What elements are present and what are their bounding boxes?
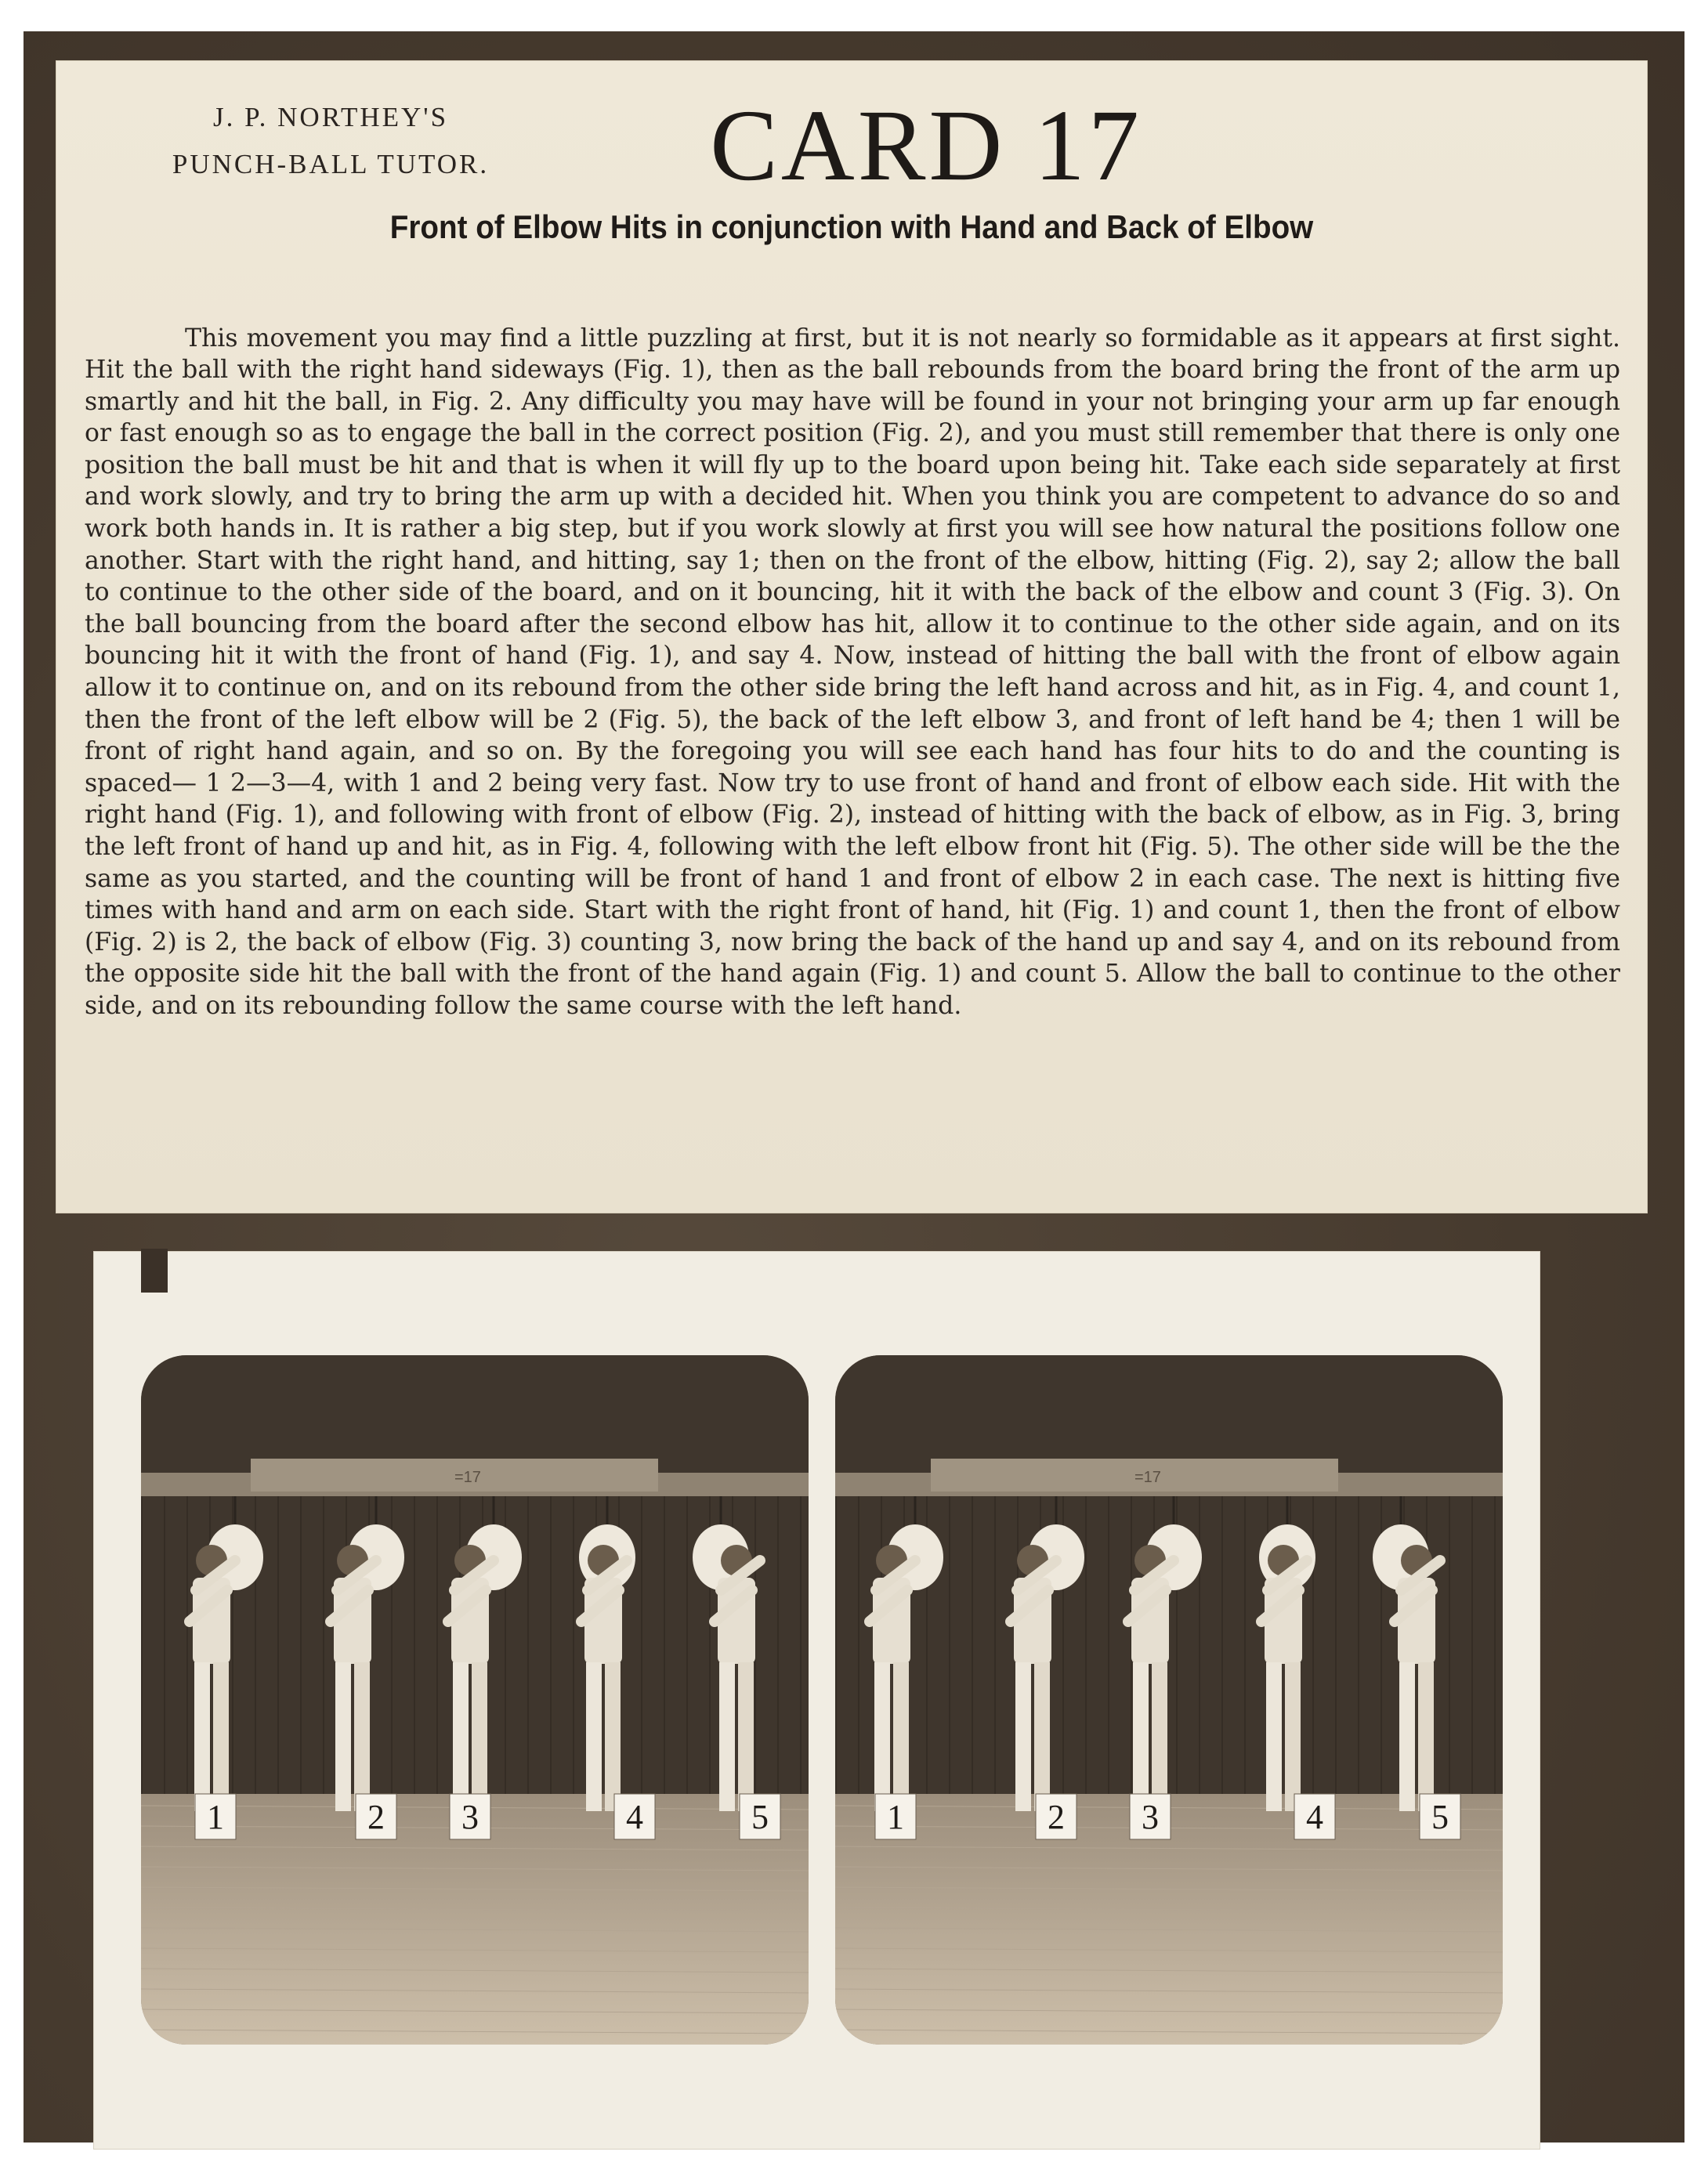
athlete-leg — [738, 1662, 754, 1811]
athlete-leg — [1266, 1662, 1282, 1811]
curtain-fold — [949, 1473, 950, 1794]
figure-number: 1 — [207, 1798, 224, 1836]
curtain-fold — [255, 1473, 256, 1794]
publisher-name: J. P. NORTHEY'S — [212, 102, 449, 132]
figure-number: 4 — [1306, 1798, 1323, 1836]
curtain-fold — [686, 1473, 688, 1794]
curtain-fold — [709, 1473, 711, 1794]
curtain-fold — [277, 1473, 279, 1794]
curtain-fold — [232, 1473, 233, 1794]
curtain-fold — [1176, 1473, 1178, 1794]
athlete-leg — [874, 1662, 890, 1811]
athlete-leg — [335, 1662, 351, 1811]
curtain-fold — [414, 1473, 415, 1794]
curtain-fold — [1449, 1473, 1450, 1794]
stereo-photo-right — [835, 1355, 1503, 2045]
card-title: CARD 17 — [710, 89, 1142, 202]
curtain-fold — [550, 1473, 552, 1794]
curtain-fold — [141, 1473, 143, 1794]
athlete-leg — [213, 1662, 229, 1811]
curtain-fold — [664, 1473, 665, 1794]
instruction-text: This movement you may find a little puzzling at first, but it is not nearly so formidable as it appears at first sight. Hit the ball with the right hand sideways (Fig. 1), then as the ball rebounds from the board bring the front of the arm up smartly and hit the ball, in Fig. 2. Any difficulty you may have will be found in your not bringing your arm up far enough or fast enough so as to engage the ball in the correct position (Fig. 2), and you must still remember that there is only one position the ball must be hit and that is when it will fly up to the board upon being hit. Take each side separately at first and work slowly, and try to bring the arm up with a decided hit. When you think you are competent to advance do so and work both hands in. It is rather a big step, but if you work slowly at first you will see how natural the positions follow one another. Start with the right hand, and hitting, say 1; then on the front of the elbow, hitting (Fig. 2), say 2; allow the ball to continue to the other side of the board, and on it bouncing, hit it with the back of the elbow and count 3 (Fig. 3). On the ball bouncing from the board after the second elbow has hit, allow it to continue to the other side again, and on its bouncing hit it with the front of hand (Fig. 1), and say 4. Now, instead of hitting the ball with the front of elbow again allow it to continue on, and on its rebound from the other side bring the left hand across and hit, as in Fig. 4, and count 1, then the front of the left elbow will be 2 (Fig. 5), the back of the left elbow 3, and front of left hand be 4; then 1 will be front of right hand again, and so on. By the foregoing you will see each hand has four hits to do and the counting is spaced— 1 2—3—4, with 1 and 2 being very fast. Now try to use front of hand and front of elbow each side. Hit with the right hand (Fig. 1), and following with front of elbow (Fig. 2), instead of hitting with the back of elbow, as in Fig. 3, bring the left front of hand up and hit, as in Fig. 4, following with the left elbow front hit (Fig. 5). The other side will be the the same as you started, and the counting will be front of hand 1 and front of elbow 2 in each case. The next is hitting five times with hand and arm on each side. Start with the right front of hand, hit (Fig. 1) and count 1, then the front of elbow (Fig. 2) is 2, the back of elbow (Fig. 3) counting 3, now bring the back of the hand up and say 4, and on its rebound from the opposite side hit the ball with the front of the hand again (Fig. 1) and count 5. Allow the ball to continue to the other side, and on its rebounding follow the same course with the left hand. — [85, 324, 1620, 1020]
athlete-leg — [719, 1662, 735, 1811]
athlete-leg — [1152, 1662, 1167, 1811]
figure-number: 2 — [1048, 1798, 1065, 1836]
stereo-photo-mount — [94, 1252, 1540, 2149]
athlete-leg — [1399, 1662, 1415, 1811]
figure-number: 4 — [626, 1798, 643, 1836]
athlete-leg — [354, 1662, 370, 1811]
curtain-fold — [800, 1473, 802, 1794]
platform-label: =17 — [1134, 1469, 1161, 1486]
instruction-card — [56, 61, 1647, 1213]
curtain-fold — [1494, 1473, 1496, 1794]
curtain-fold — [186, 1473, 188, 1794]
curtain-fold — [573, 1473, 574, 1794]
curtain-fold — [926, 1473, 928, 1794]
curtain-fold — [1108, 1473, 1109, 1794]
figure-number: 3 — [1142, 1798, 1159, 1836]
athlete-leg — [893, 1662, 909, 1811]
curtain-fold — [164, 1473, 165, 1794]
card-subtitle: Front of Elbow Hits in conjunction with Hand and Back of Elbow — [389, 208, 1314, 245]
curtain-fold — [1062, 1473, 1064, 1794]
mount-corner-tab — [141, 1249, 168, 1293]
athlete-leg — [453, 1662, 469, 1811]
athlete-leg — [1418, 1662, 1434, 1811]
curtain-fold — [1199, 1473, 1200, 1794]
figure-number: 5 — [751, 1798, 769, 1836]
figure-number: 3 — [461, 1798, 479, 1836]
figure-number: 2 — [367, 1798, 385, 1836]
curtain-fold — [505, 1473, 506, 1794]
curtain-fold — [436, 1473, 438, 1794]
curtain-fold — [1381, 1473, 1382, 1794]
athlete-leg — [472, 1662, 487, 1811]
curtain-fold — [777, 1473, 779, 1794]
curtain-fold — [1312, 1473, 1314, 1794]
exercise-scene-left — [141, 1355, 809, 2045]
athlete-leg — [1285, 1662, 1301, 1811]
curtain-fold — [1335, 1473, 1337, 1794]
exercise-scene-right — [835, 1355, 1503, 2045]
athlete-leg — [1034, 1662, 1050, 1811]
curtain-fold — [1221, 1473, 1223, 1794]
athlete-leg — [586, 1662, 602, 1811]
curtain-fold — [994, 1473, 996, 1794]
curtain-fold — [972, 1473, 973, 1794]
curtain-fold — [391, 1473, 393, 1794]
athlete-leg — [605, 1662, 621, 1811]
platform-label: =17 — [454, 1469, 481, 1486]
figure-number: 5 — [1431, 1798, 1449, 1836]
curtain-fold — [835, 1473, 837, 1794]
curtain-fold — [1358, 1473, 1359, 1794]
curtain-fold — [1244, 1473, 1246, 1794]
curtain-fold — [641, 1473, 642, 1794]
curtain-fold — [1471, 1473, 1473, 1794]
athlete-leg — [1133, 1662, 1149, 1811]
stereo-photo-left — [141, 1355, 809, 2045]
curtain-fold — [1085, 1473, 1087, 1794]
athlete-leg — [194, 1662, 210, 1811]
figure-number: 1 — [887, 1798, 904, 1836]
curtain-fold — [527, 1473, 529, 1794]
curtain-fold — [300, 1473, 302, 1794]
athlete-leg — [1015, 1662, 1031, 1811]
publisher-label — [127, 94, 534, 188]
curtain-fold — [858, 1473, 859, 1794]
curtain-fold — [323, 1473, 324, 1794]
publication-title: PUNCH-BALL TUTOR. — [172, 149, 490, 179]
